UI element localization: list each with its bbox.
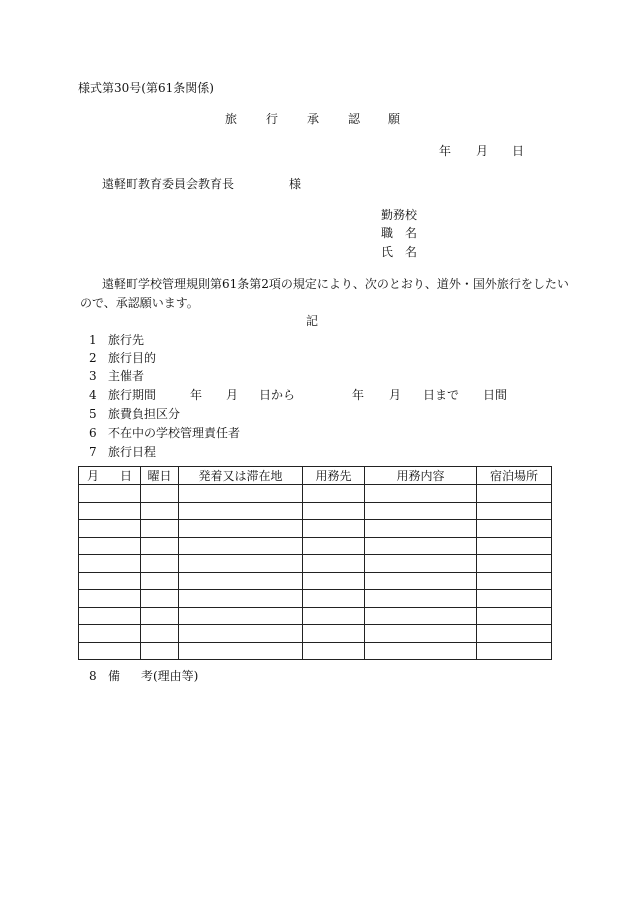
item-number: 4 — [89, 388, 97, 402]
location-header: 発着又は滞在地 — [179, 467, 303, 485]
table-cell[interactable] — [477, 607, 552, 625]
remarks-label-2: 考(理由等) — [141, 669, 199, 683]
table-cell[interactable] — [365, 572, 477, 590]
table-cell[interactable] — [303, 642, 365, 660]
title-char: 認 — [348, 112, 361, 126]
table-cell[interactable] — [179, 607, 303, 625]
table-cell[interactable] — [79, 485, 141, 503]
table-cell[interactable] — [179, 520, 303, 538]
period-year-1: 年 — [190, 388, 203, 402]
table-cell[interactable] — [141, 520, 179, 538]
table-row — [79, 537, 552, 555]
body-line-1: 遠軽町学校管理規則第61条第2項の規定により、次のとおり、道外・国外旅行をしたい — [102, 277, 569, 291]
table-cell[interactable] — [141, 555, 179, 573]
table-row — [79, 485, 552, 503]
period-month-2: 月 — [389, 388, 402, 402]
table-cell[interactable] — [179, 572, 303, 590]
table-cell[interactable] — [303, 625, 365, 643]
table-header-row — [79, 467, 552, 485]
table-cell[interactable] — [141, 572, 179, 590]
table-cell[interactable] — [141, 502, 179, 520]
item-number: 2 — [89, 351, 97, 365]
item-label: 旅行日程 — [108, 445, 157, 459]
table-cell[interactable] — [303, 607, 365, 625]
addressee-name: 遠軽町教育委員会教育長 — [102, 177, 235, 191]
table-cell[interactable] — [79, 520, 141, 538]
table-cell[interactable] — [79, 625, 141, 643]
body-line-2: ので、承認願います。 — [80, 296, 199, 310]
item-label: 旅行期間 — [108, 388, 157, 402]
applicant-position: 職 名 — [381, 226, 418, 240]
table-cell[interactable] — [141, 537, 179, 555]
table-cell[interactable] — [79, 502, 141, 520]
table-cell[interactable] — [303, 485, 365, 503]
table-cell[interactable] — [179, 502, 303, 520]
item-label: 不在中の学校管理責任者 — [108, 426, 241, 440]
title-char: 願 — [388, 112, 401, 126]
table-cell[interactable] — [141, 607, 179, 625]
item-number: 6 — [89, 426, 97, 440]
table-cell[interactable] — [79, 642, 141, 660]
destination-header: 用務先 — [303, 467, 365, 485]
business-content-header: 用務内容 — [365, 467, 477, 485]
table-cell[interactable] — [365, 485, 477, 503]
table-cell[interactable] — [477, 590, 552, 608]
table-row — [79, 590, 552, 608]
table-cell[interactable] — [365, 537, 477, 555]
table-cell[interactable] — [477, 485, 552, 503]
table-row — [79, 520, 552, 538]
table-cell[interactable] — [303, 555, 365, 573]
table-cell[interactable] — [365, 590, 477, 608]
table-cell[interactable] — [303, 590, 365, 608]
item-number: 7 — [89, 445, 97, 459]
table-row — [79, 572, 552, 590]
table-cell[interactable] — [179, 625, 303, 643]
period-until: 日まで — [423, 388, 460, 402]
table-cell[interactable] — [303, 572, 365, 590]
table-cell[interactable] — [365, 607, 477, 625]
table-cell[interactable] — [79, 555, 141, 573]
table-cell[interactable] — [303, 520, 365, 538]
title-char: 承 — [307, 112, 320, 126]
table-cell[interactable] — [477, 502, 552, 520]
date-month: 月 — [476, 144, 489, 158]
applicant-name: 氏 名 — [381, 245, 418, 259]
table-cell[interactable] — [365, 625, 477, 643]
table-cell[interactable] — [303, 502, 365, 520]
weekday-header: 曜日 — [141, 467, 179, 485]
item-number: 1 — [89, 333, 97, 347]
table-cell[interactable] — [477, 625, 552, 643]
addressee-honorific: 様 — [289, 177, 302, 191]
title-char: 行 — [266, 112, 279, 126]
table-row — [79, 642, 552, 660]
table-row — [79, 502, 552, 520]
table-cell[interactable] — [79, 572, 141, 590]
table-cell[interactable] — [303, 537, 365, 555]
table-cell[interactable] — [477, 520, 552, 538]
remarks-label-1: 備 — [108, 669, 121, 683]
ki-heading: 記 — [306, 314, 319, 328]
table-cell[interactable] — [141, 590, 179, 608]
item-number: 3 — [89, 369, 97, 383]
table-cell[interactable] — [79, 607, 141, 625]
table-cell[interactable] — [365, 502, 477, 520]
table-row — [79, 555, 552, 573]
item-number: 5 — [89, 407, 97, 421]
title-char: 旅 — [225, 112, 238, 126]
date-year: 年 — [439, 144, 452, 158]
item-label: 旅行目的 — [108, 351, 157, 365]
table-cell[interactable] — [179, 485, 303, 503]
table-cell[interactable] — [477, 537, 552, 555]
form-number: 様式第30号(第61条関係) — [78, 81, 214, 95]
month-day-header — [79, 467, 141, 485]
remarks-number: 8 — [89, 669, 97, 683]
date-day: 日 — [512, 144, 525, 158]
itinerary-table — [78, 466, 552, 660]
table-cell[interactable] — [179, 555, 303, 573]
table-cell[interactable] — [477, 642, 552, 660]
table-cell[interactable] — [179, 642, 303, 660]
table-cell[interactable] — [477, 572, 552, 590]
table-cell[interactable] — [477, 555, 552, 573]
table-cell[interactable] — [179, 590, 303, 608]
table-cell[interactable] — [365, 642, 477, 660]
table-row — [79, 607, 552, 625]
period-year-2: 年 — [352, 388, 365, 402]
item-label: 主催者 — [108, 369, 145, 383]
table-cell[interactable] — [141, 642, 179, 660]
table-row — [79, 625, 552, 643]
table-cell[interactable] — [79, 590, 141, 608]
period-from: 日から — [259, 388, 296, 402]
month-header: 月 — [87, 469, 100, 483]
applicant-school: 勤務校 — [381, 208, 418, 222]
day-header: 日 — [119, 469, 132, 483]
table-cell[interactable] — [79, 537, 141, 555]
table-cell[interactable] — [365, 520, 477, 538]
lodging-header: 宿泊場所 — [477, 467, 552, 485]
period-month-1: 月 — [226, 388, 239, 402]
item-label: 旅行先 — [108, 333, 145, 347]
table-cell[interactable] — [141, 625, 179, 643]
period-days: 日間 — [483, 388, 508, 402]
table-cell[interactable] — [141, 485, 179, 503]
table-cell[interactable] — [179, 537, 303, 555]
table-cell[interactable] — [365, 555, 477, 573]
item-label: 旅費負担区分 — [108, 407, 181, 421]
